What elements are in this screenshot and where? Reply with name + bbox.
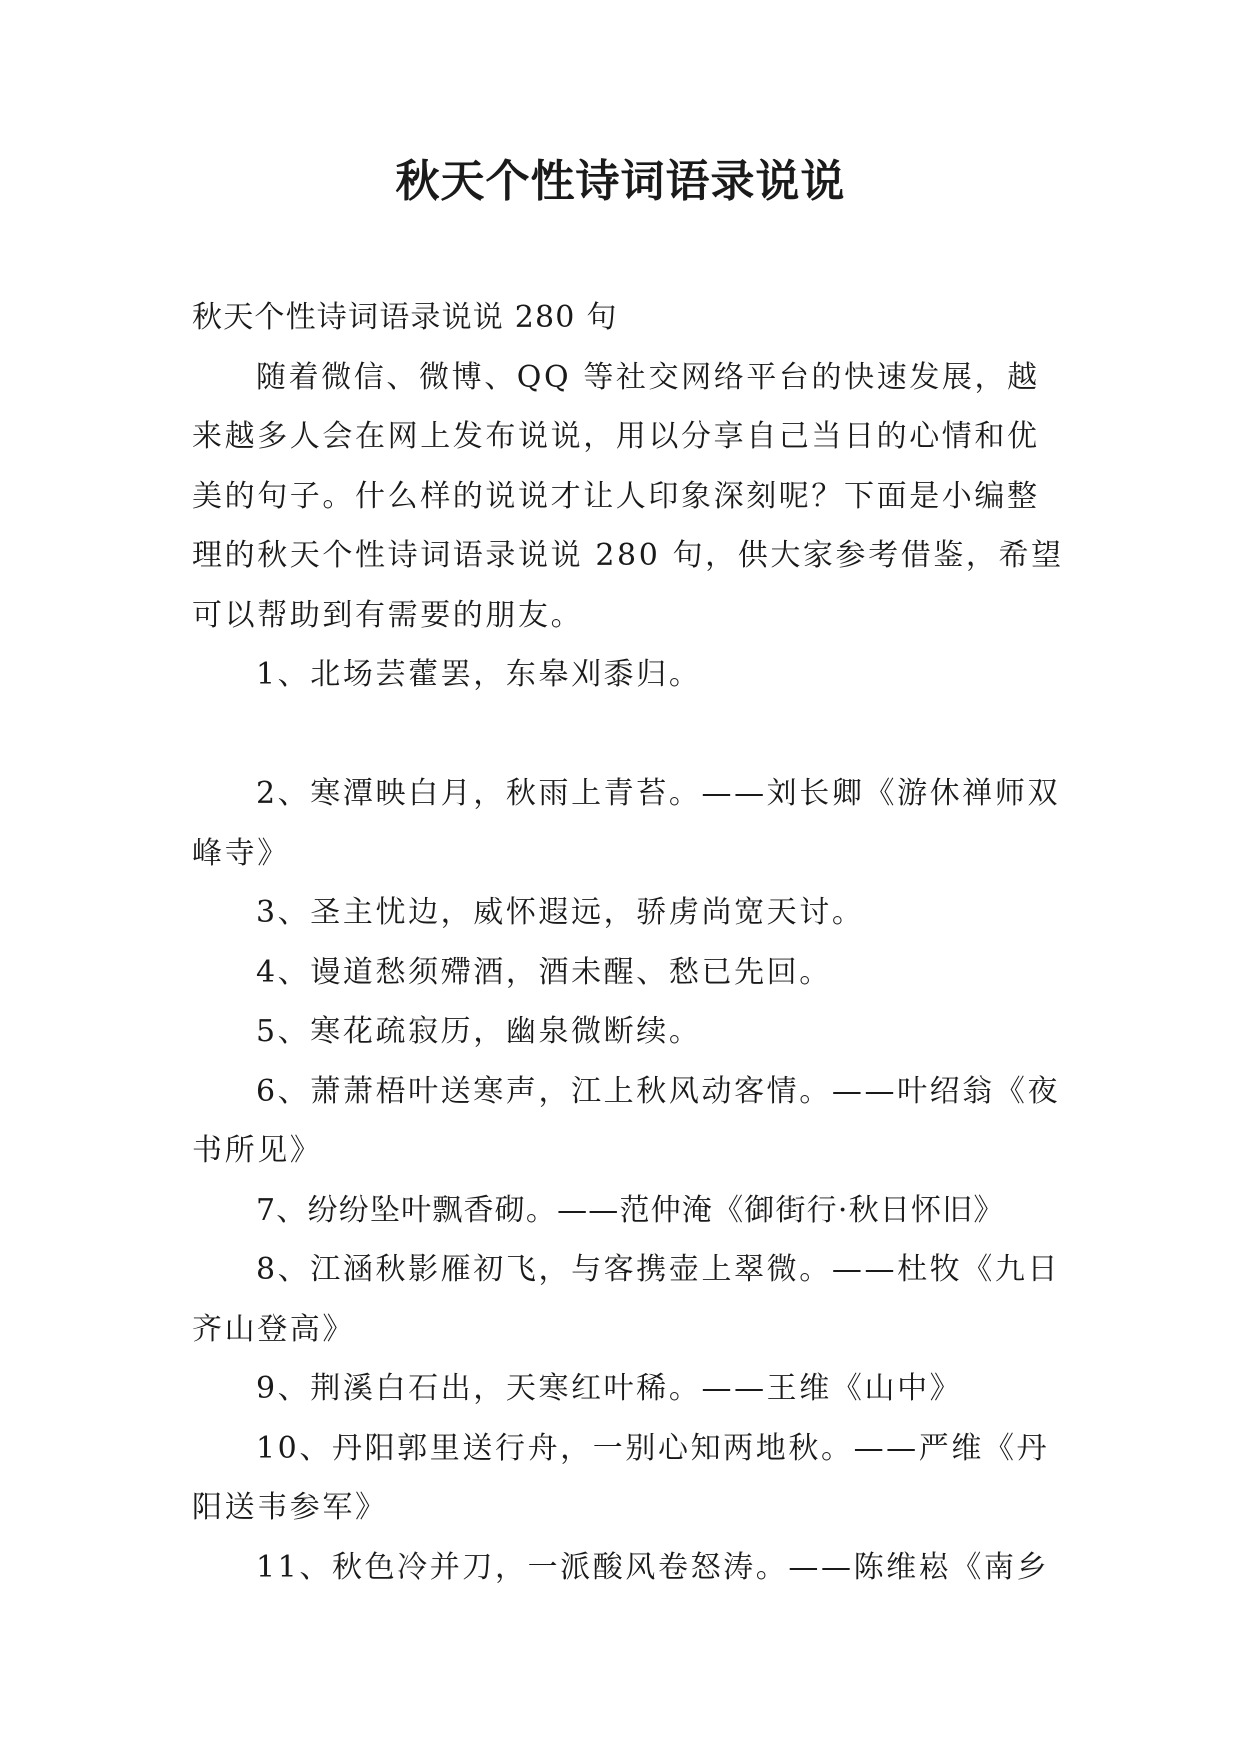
list-item: 3、圣主忧边，威怀遐远，骄虏尚宽天讨。 (256, 895, 865, 930)
list-item: 11、秋色冷并刀，一派酸风卷怒涛。——陈维崧《南乡 (256, 1549, 1050, 1585)
document-subtitle: 秋天个性诗词语录说说 280 句 (192, 300, 618, 335)
blank-line (192, 705, 1072, 765)
list-item: 8、江涵秋影雁初飞，与客携壶上翠微。——杜牧《九日齐山登高》 (192, 1252, 1061, 1347)
list-item: 9、荆溪白石出，天寒红叶稀。——王维《山中》 (256, 1371, 963, 1406)
document-body (192, 288, 1072, 1597)
intro-paragraph: 随着微信、微博、QQ 等社交网络平台的快速发展，越来越多人会在网上发布说说，用以分享自己当日的心情和优美的句子。什么样的说说才让人印象深刻呢？下面是小编整理的秋天个性诗词语录说说 280 句，供大家参考借鉴，希望可以帮助到有需要的朋友。 (192, 359, 1064, 633)
list-item: 2、寒潭映白月，秋雨上青苔。——刘长卿《游休禅师双峰寺》 (192, 776, 1061, 871)
list-item: 4、谩道愁须殢酒，酒未醒、愁已先回。 (256, 954, 832, 990)
list-item: 6、萧萧梧叶送寒声，江上秋风动客情。——叶绍翁《夜书所见》 (192, 1073, 1061, 1168)
list-item: 10、丹阳郭里送行舟，一别心知两地秋。——严维《丹阳送韦参军》 (192, 1430, 1050, 1525)
list-item: 1、北场芸藿罢，东皋刈黍归。 (256, 657, 702, 692)
document-title: 秋天个性诗词语录说说 (395, 156, 846, 207)
list-item: 5、寒花疏寂历，幽泉微断续。 (256, 1014, 702, 1049)
list-item: 7、纷纷坠叶飘香砌。——范仲淹《御街行·秋日怀旧》 (256, 1192, 1005, 1228)
